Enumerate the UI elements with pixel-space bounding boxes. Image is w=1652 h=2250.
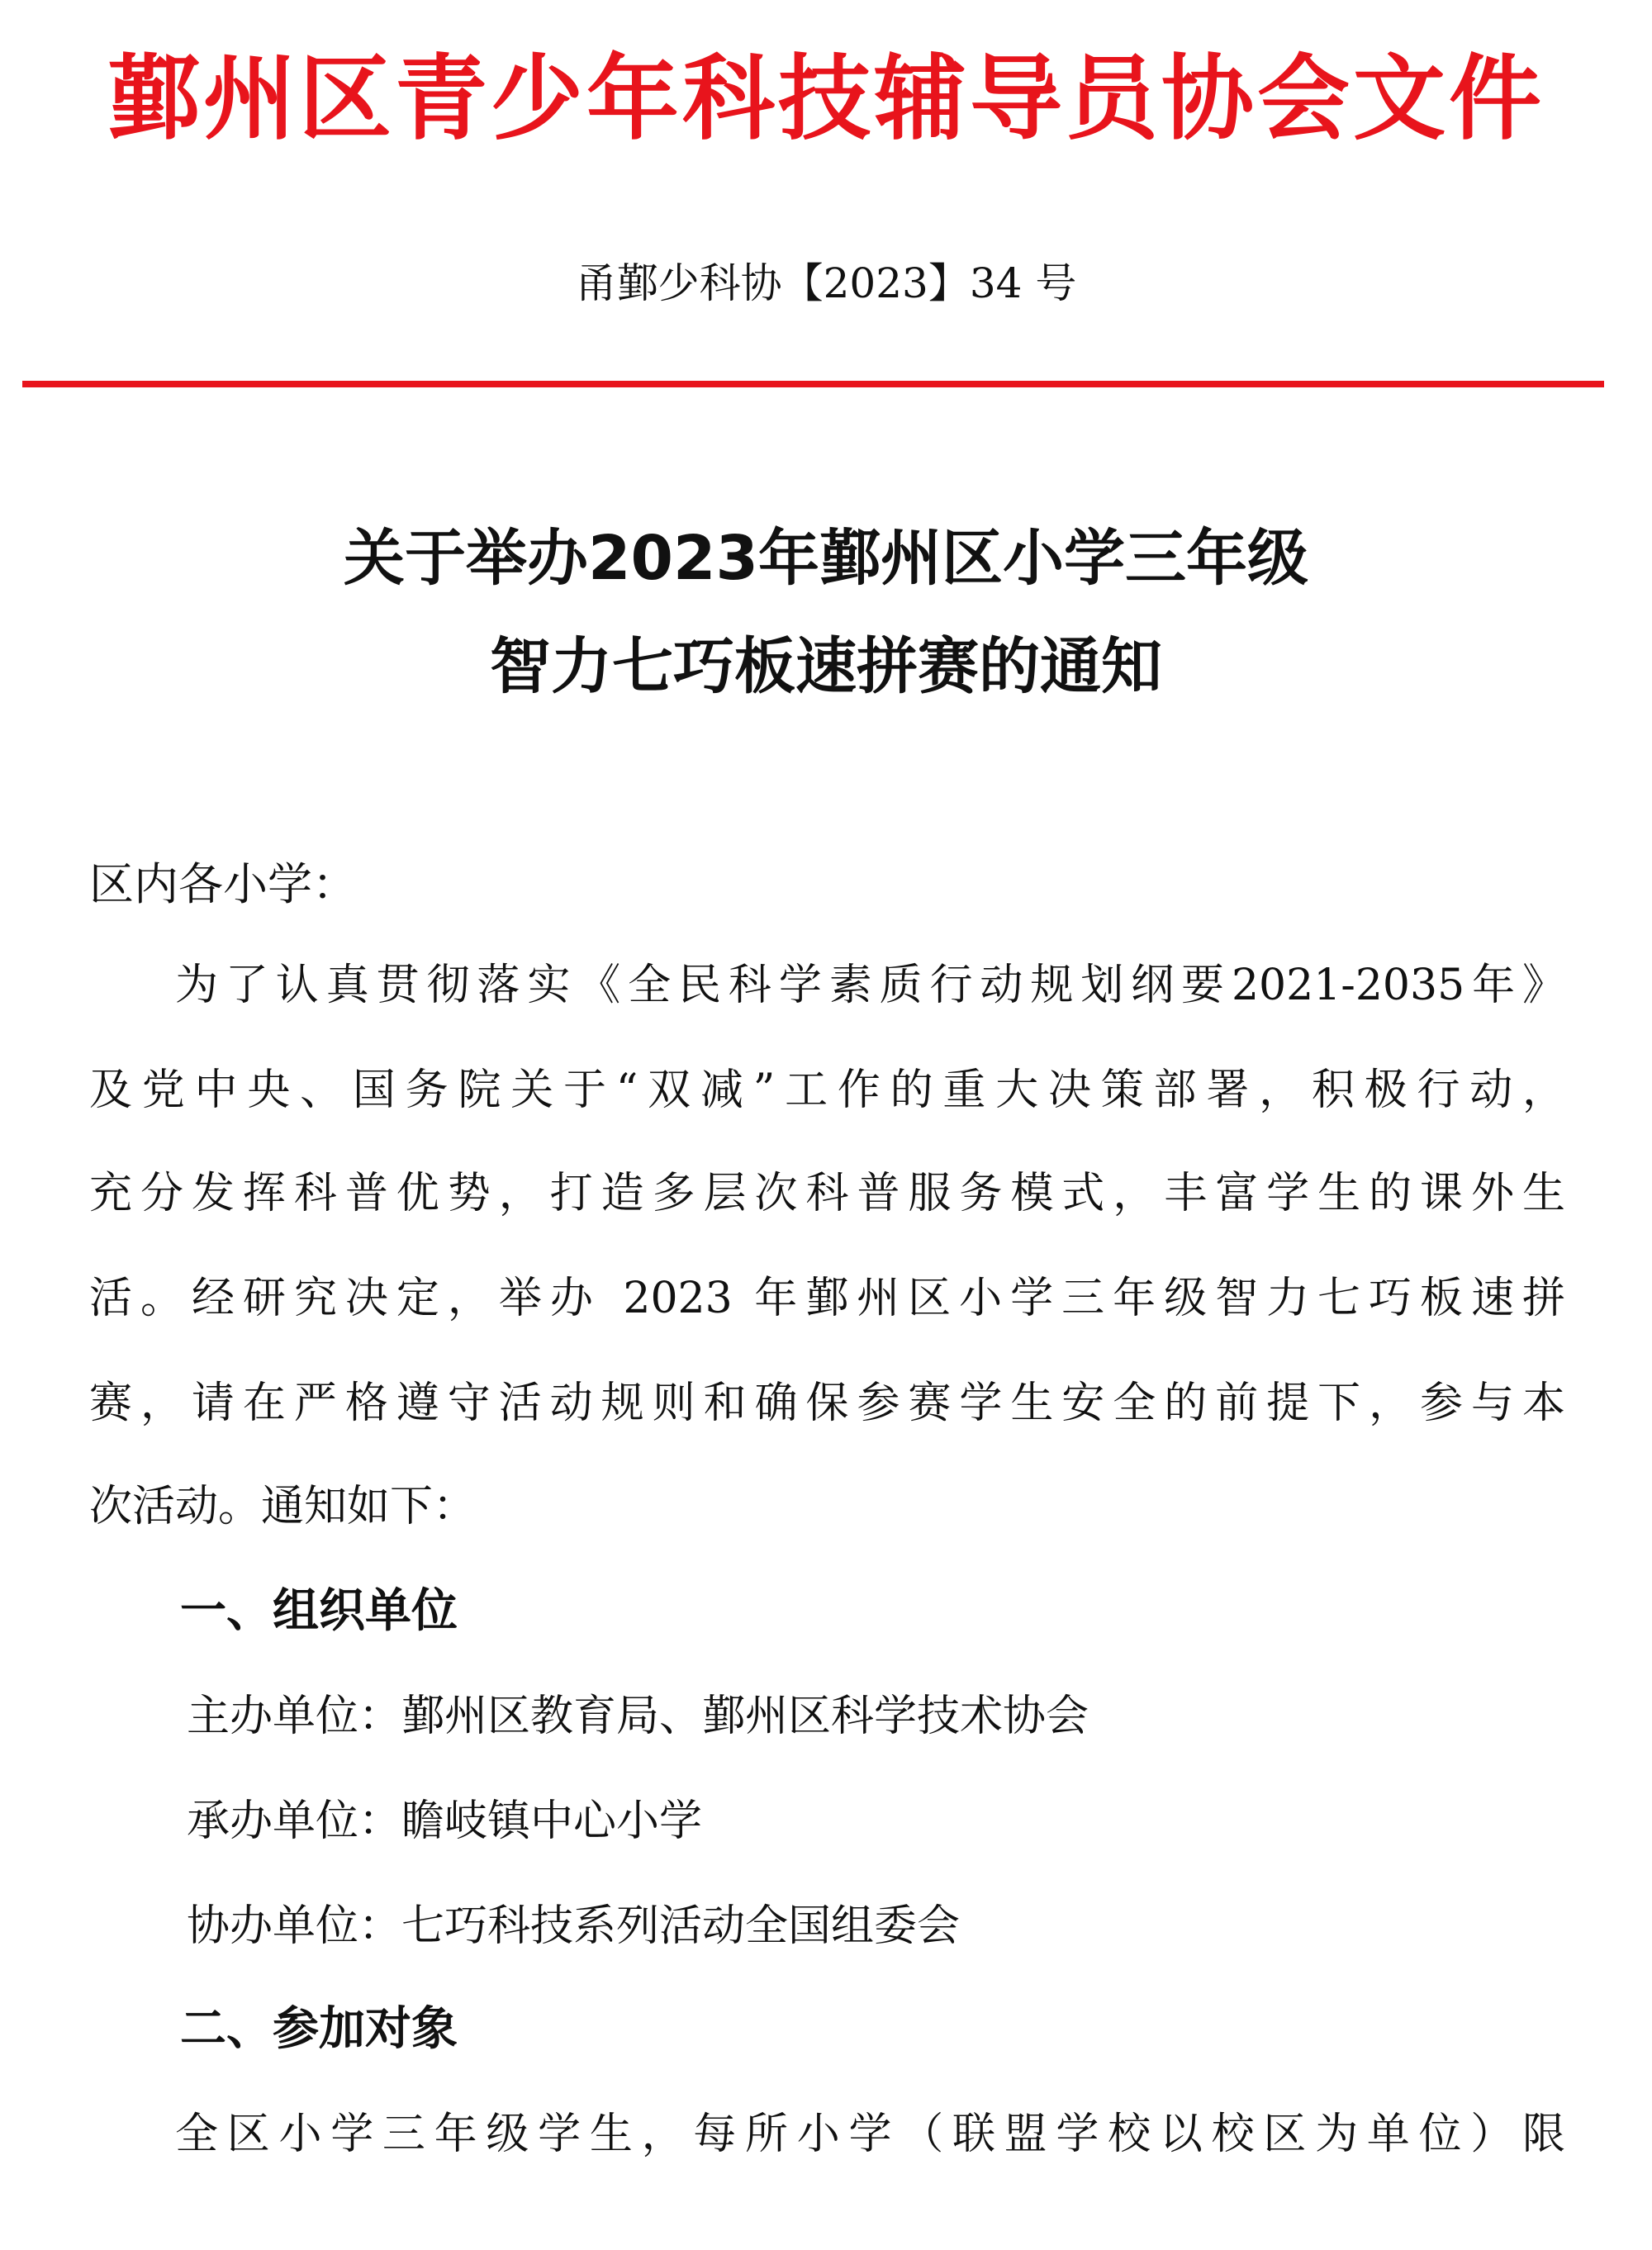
- notice-title-line-2: 智力七巧板速拼赛的通知: [490, 631, 1162, 702]
- organizer-unit: 承办单位：瞻岐镇中心小学: [187, 1797, 703, 1846]
- intro-paragraph-line: 为了认真贯彻落实《全民科学素质行动规划纲要2021-2035年》: [175, 961, 1565, 1010]
- host-unit: 主办单位：鄞州区教育局、鄞州区科学技术协会: [187, 1692, 1089, 1741]
- intro-paragraph-line: 活。经研究决定，举办 2023 年鄞州区小学三年级智力七巧板速拼: [89, 1274, 1565, 1323]
- salutation: 区内各小学：: [89, 858, 357, 910]
- intro-paragraph-line: 次活动。通知如下：: [89, 1482, 477, 1531]
- participants-line: 全区小学三年级学生，每所小学（联盟学校以校区为单位）限: [175, 2110, 1565, 2159]
- red-divider: [22, 381, 1604, 387]
- intro-paragraph-line: 及党中央、国务院关于“双减”工作的重大决策部署，积极行动，: [89, 1066, 1565, 1115]
- notice-title-line-1: 关于举办2023年鄞州区小学三年级: [344, 523, 1308, 594]
- document-number: 甬鄞少科协【2023】34 号: [575, 259, 1077, 307]
- intro-paragraph-line: 赛，请在严格遵守活动规则和确保参赛学生安全的前提下，参与本: [89, 1379, 1565, 1428]
- section-heading-organizers: 一、组织单位: [180, 1584, 458, 1638]
- intro-paragraph-line: 充分发挥科普优势，打造多层次科普服务模式，丰富学生的课外生: [89, 1169, 1565, 1218]
- section-heading-participants: 二、参加对象: [180, 2002, 458, 2056]
- document-org-title: 鄞州区青少年科技辅导员协会文件: [107, 45, 1545, 153]
- co-organizer-unit: 协办单位：七巧科技系列活动全国组委会: [187, 1901, 961, 1951]
